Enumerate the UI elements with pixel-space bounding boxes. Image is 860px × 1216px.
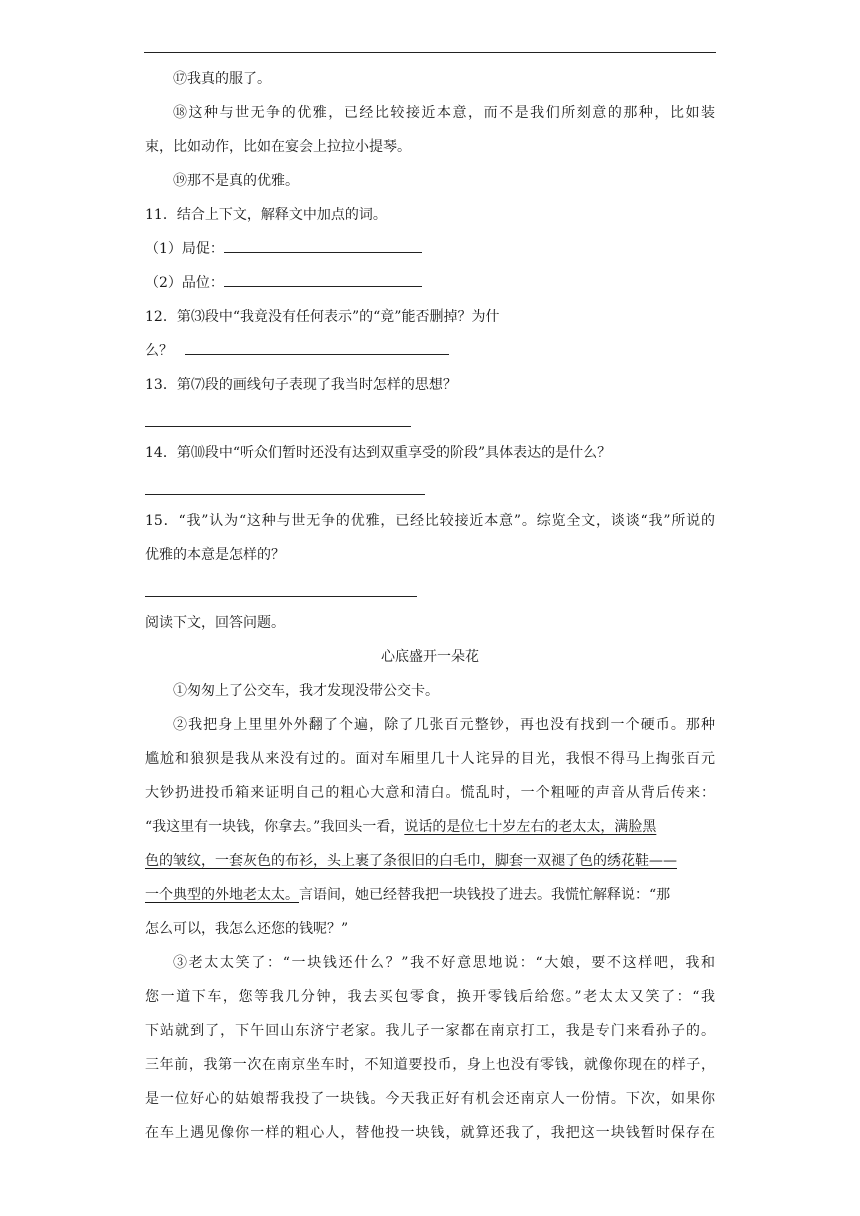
question-15-line-1: 15．“我”认为“这种与世无争的优雅，已经比较接近本意”。综览全文，谈谈“我”所说的 xyxy=(145,513,715,529)
question-12-line-1: 12．第⑶段中“我竟没有任何表示”的“竟”能否删掉？为什 xyxy=(145,309,500,325)
document-body xyxy=(145,62,715,1150)
passage-paragraph-2-line-1: ②我把身上里里外外翻了个遍，除了几张百元整钞，再也没有找到一个硬币。那种 xyxy=(173,717,715,733)
question-12-line-2 xyxy=(145,334,715,368)
question-11: 11．结合上下文，解释文中加点的词。 xyxy=(145,207,387,223)
passage-title: 心底盛开一朵花 xyxy=(381,649,479,665)
paragraph-18-line-2: 束，比如动作，比如在宴会上拉拉小提琴。 xyxy=(145,139,411,155)
passage-paragraph-2-line-3: 大钞扔进投币箱来证明自己的粗心大意和清白。慌乱时，一个粗哑的声音从背后传来： xyxy=(145,785,715,801)
top-rule xyxy=(144,52,716,53)
passage-paragraph-2-line-2: 尴尬和狼狈是我从来没有过的。面对车厢里几十人诧异的目光，我恨不得马上掏张百元 xyxy=(145,751,715,767)
question-14: 14．第⑽段中“听众们暂时还没有达到双重享受的阶段”具体表达的是什么？ xyxy=(145,445,612,461)
question-11-2 xyxy=(145,266,715,300)
answer-line-15[interactable] xyxy=(145,572,715,606)
underlined-sentence-part-1: 说话的是位七十岁左右的老太太，满脸黑 xyxy=(404,819,657,835)
underlined-sentence-part-2: 色的皱纹，一套灰色的布衫，头上裹了条很旧的白毛巾，脚套一双褪了色的绣花鞋—— xyxy=(145,853,677,869)
passage-paragraph-2-line-6 xyxy=(145,878,715,912)
question-11-2-label: （2）品位： xyxy=(145,275,224,291)
answer-line-14[interactable] xyxy=(145,470,715,504)
passage-paragraph-3-line-3: 下站就到了，下午回山东济宁老家。我儿子一家都在南京打工，我是专门来看孙子的。 xyxy=(145,1023,715,1039)
answer-blank-11-2[interactable] xyxy=(224,272,422,287)
answer-blank-11-1[interactable] xyxy=(224,238,422,253)
paragraph-17: ⑰我真的服了。 xyxy=(173,71,271,87)
passage-paragraph-2-line-4 xyxy=(145,810,715,844)
paragraph-18-line-1: ⑱这种与世无争的优雅，已经比较接近本意，而不是我们所刻意的那种，比如装 xyxy=(173,105,715,121)
question-11-1-label: （1）局促： xyxy=(145,241,224,257)
question-15-line-2: 优雅的本意是怎样的？ xyxy=(145,547,285,563)
question-12-label: 么？ xyxy=(145,343,173,359)
answer-line-13[interactable] xyxy=(145,402,715,436)
passage-paragraph-3-line-4: 三年前，我第一次在南京坐车时，不知道要投币，身上也没有零钱，就像你现在的样子， xyxy=(145,1057,715,1073)
passage-paragraph-3-line-1: ③老太太笑了：“一块钱还什么？”我不好意思地说：“大娘，要不这样吧，我和 xyxy=(173,955,715,971)
passage-paragraph-3-line-2: 您一道下车，您等我几分钟，我去买包零食，换开零钱后给您。”老太太又笑了：“我 xyxy=(145,989,715,1005)
reading-instruction: 阅读下文，回答问题。 xyxy=(145,615,285,631)
passage-paragraph-1: ①匆匆上了公交车，我才发现没带公交卡。 xyxy=(173,683,439,699)
answer-blank-12[interactable] xyxy=(185,340,449,355)
passage-paragraph-2-line-7: 怎么可以，我怎么还您的钱呢？” xyxy=(145,921,349,937)
paragraph-19: ⑲那不是真的优雅。 xyxy=(173,173,299,189)
paragraph-2-line-6-text: 言语间，她已经替我把一块钱投了进去。我慌忙解释说：“那 xyxy=(299,887,671,903)
passage-paragraph-3-line-5: 是一位好心的姑娘帮我投了一块钱。今天我正好有机会还南京人一份情。下次，如果你 xyxy=(145,1091,715,1107)
question-11-1 xyxy=(145,232,715,266)
passage-paragraph-3-line-6: 在车上遇见像你一样的粗心人，替他投一块钱，就算还我了，我把这一块钱暂时保存在 xyxy=(145,1125,715,1141)
paragraph-2-line-4-text: “我这里有一块钱，你拿去。”我回头一看， xyxy=(145,819,405,835)
underlined-sentence-part-3: 一个典型的外地老太太。 xyxy=(145,887,299,903)
question-13: 13．第⑺段的画线句子表现了我当时怎样的思想？ xyxy=(145,377,457,393)
